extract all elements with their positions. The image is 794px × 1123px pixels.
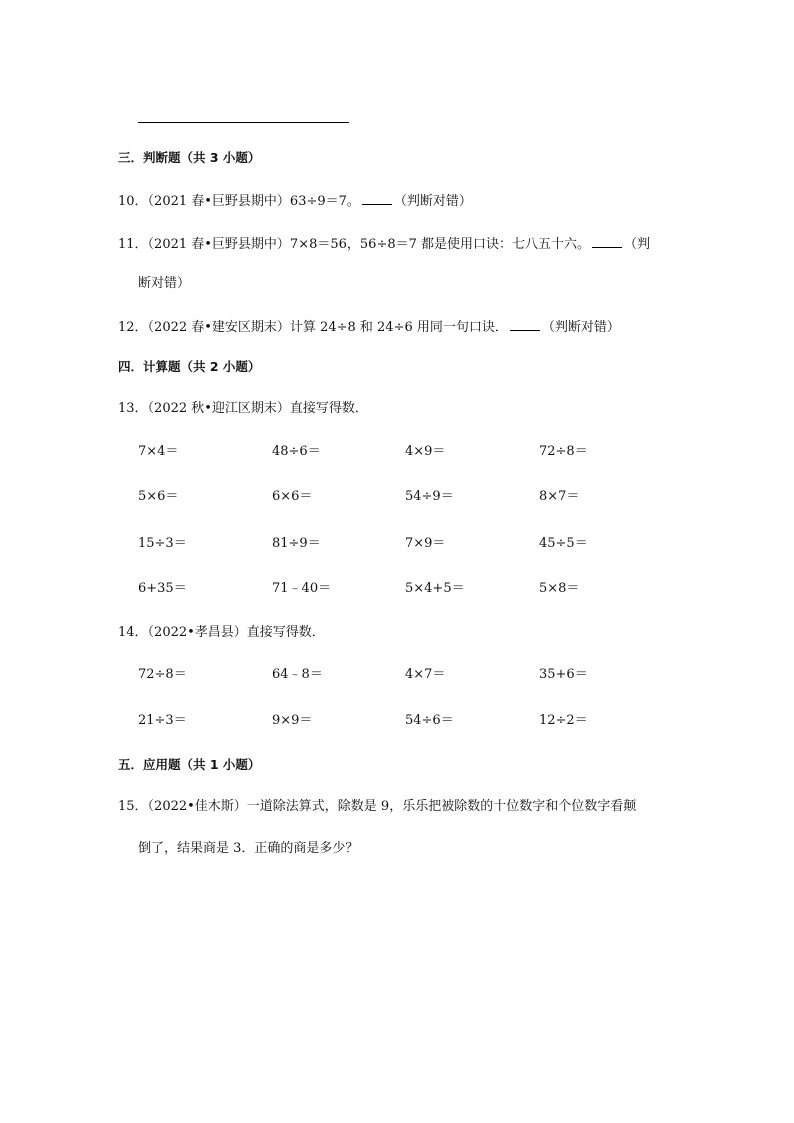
question-12-text: 12．（2022 春•建安区期末）计算 24÷8 和 24÷6 用同一句口诀． (118, 320, 508, 335)
equation: 64﹣8＝ (272, 667, 323, 682)
equation: 5×8＝ (539, 581, 580, 596)
q14-row (138, 713, 658, 729)
equation: 4×7＝ (405, 667, 446, 682)
equation: 35+6＝ (539, 667, 588, 682)
question-10-text: 10．（2021 春•巨野县期中）63÷9＝7。 (118, 194, 360, 209)
equation: 5×6＝ (138, 489, 179, 504)
question-12 (118, 318, 620, 336)
equation: 7×4＝ (138, 444, 179, 459)
equation: 72÷8＝ (539, 444, 588, 459)
section-title-application: 五．应用题（共 1 小题） (118, 757, 261, 772)
question-11-tail: （判 (624, 237, 651, 252)
question-11-text: 11．（2021 春•巨野县期中）7×8＝56，56÷8＝7 都是使用口诀：七八五十六。 (118, 237, 591, 252)
equation: 54÷6＝ (405, 713, 454, 728)
question-10-tail: （判断对错） (393, 194, 472, 209)
section-title-judgement: 三．判断题（共 3 小题） (118, 150, 261, 165)
question-10 (118, 192, 472, 210)
q14-row (138, 667, 658, 683)
answer-line (138, 122, 349, 123)
question-11-continuation: 断对错） (138, 276, 191, 291)
question-15-line-2: 倒了，结果商是 3．正确的商是多少？ (138, 841, 359, 856)
q13-row (138, 536, 658, 552)
equation: 12÷2＝ (539, 713, 588, 728)
equation: 7×9＝ (405, 536, 446, 551)
answer-blank[interactable] (510, 318, 540, 331)
question-12-tail: （判断对错） (541, 320, 620, 335)
equation: 15÷3＝ (138, 536, 187, 551)
equation: 81÷9＝ (272, 536, 321, 551)
q13-row (138, 489, 658, 505)
question-11 (118, 235, 650, 253)
section-title-calculation: 四．计算题（共 2 小题） (118, 359, 261, 374)
equation: 6×6＝ (272, 489, 313, 504)
q13-row (138, 444, 658, 460)
equation: 21÷3＝ (138, 713, 187, 728)
equation: 5×4+5＝ (405, 581, 465, 596)
answer-blank[interactable] (362, 192, 392, 205)
equation: 71﹣40＝ (272, 581, 332, 596)
equation: 4×9＝ (405, 444, 446, 459)
equation: 48÷6＝ (272, 444, 321, 459)
equation: 9×9＝ (272, 713, 313, 728)
answer-blank[interactable] (592, 235, 622, 248)
equation: 6+35＝ (138, 581, 187, 596)
equation: 45÷5＝ (539, 536, 588, 551)
question-14: 14．（2022•孝昌县）直接写得数． (118, 625, 325, 640)
question-15-line-1: 15．（2022•佳木斯）一道除法算式，除数是 9，乐乐把被除数的十位数字和个位数字看颠 (118, 799, 637, 814)
q13-row (138, 581, 658, 597)
equation: 72÷8＝ (138, 667, 187, 682)
equation: 8×7＝ (539, 489, 580, 504)
equation: 54÷9＝ (405, 489, 454, 504)
question-13: 13．（2022 秋•迎江区期末）直接写得数． (118, 401, 368, 416)
